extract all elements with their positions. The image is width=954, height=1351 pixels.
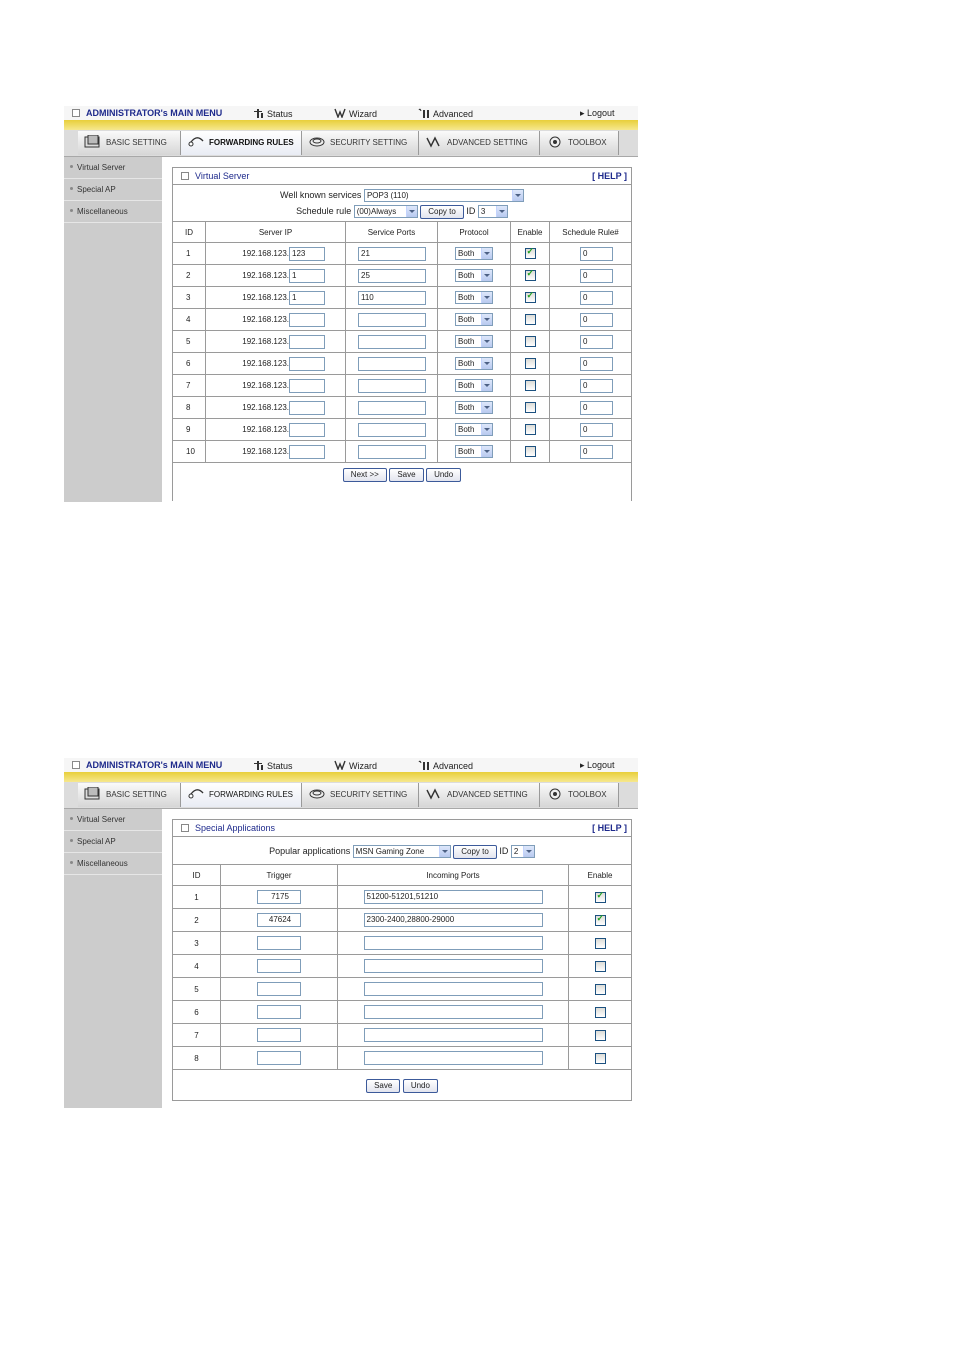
enable-checkbox[interactable] [595, 984, 606, 995]
copy-to-button[interactable]: Copy to [453, 845, 497, 859]
chevron-down-icon [439, 846, 450, 857]
copy-to-button[interactable]: Copy to [420, 205, 464, 219]
chevron-down-icon [496, 206, 507, 217]
enable-checkbox[interactable] [595, 915, 606, 926]
enable-checkbox[interactable] [595, 892, 606, 903]
service-ports-input[interactable] [358, 335, 426, 349]
service-ports-input[interactable]: 110 [358, 291, 426, 305]
server-ip-input[interactable] [289, 335, 325, 349]
sidebar [64, 157, 162, 502]
row-id: 5 [173, 978, 221, 1001]
server-ip-input[interactable]: 1 [289, 291, 325, 305]
advanced-link[interactable]: Advanced [418, 760, 473, 771]
col-protocol: Protocol [438, 222, 511, 243]
table-row [173, 375, 631, 397]
protocol-select[interactable]: Both [455, 401, 493, 414]
table-row [173, 1024, 631, 1047]
tab-advanced-setting[interactable]: ADVANCED SETTING [419, 131, 540, 155]
schedule-rule-input[interactable]: 0 [580, 247, 613, 261]
tab-toolbox[interactable]: TOOLBOX [540, 131, 619, 155]
sidebar-item-miscellaneous[interactable]: Miscellaneous [64, 201, 162, 223]
row-id: 6 [173, 353, 206, 375]
server-ip-input[interactable] [289, 445, 325, 459]
sidebar [64, 809, 162, 1108]
main-tabs [64, 782, 638, 809]
special-applications-panel [172, 819, 632, 1101]
enable-checkbox[interactable] [595, 1053, 606, 1064]
special-applications-controls: Popular applications MSN Gaming Zone Copy to ID 2 [173, 837, 631, 865]
panel-header: Virtual Server [ HELP ] [173, 168, 631, 185]
schedule-rule-input[interactable]: 0 [580, 401, 613, 415]
service-ports-input[interactable] [358, 423, 426, 437]
advanced-setting-icon [425, 135, 443, 148]
row-id: 5 [173, 331, 206, 353]
next-button[interactable]: Next >> [343, 468, 387, 482]
table-row [173, 441, 631, 463]
incoming-ports-input[interactable] [364, 959, 543, 973]
sidebar-item-virtual-server[interactable]: Virtual Server [64, 809, 162, 831]
chevron-down-icon [406, 206, 417, 217]
advanced-setting-icon [425, 787, 443, 800]
protocol-select[interactable]: Both [455, 379, 493, 392]
row-id: 9 [173, 419, 206, 441]
ip-prefix: 192.168.123. [242, 292, 289, 302]
square-bullet-icon [72, 761, 80, 769]
trigger-input[interactable] [257, 982, 301, 996]
wizard-icon [334, 760, 346, 770]
schedule-rule-input[interactable]: 0 [580, 269, 613, 283]
logout-link[interactable]: ▸ Logout [580, 760, 615, 770]
wizard-link[interactable]: Wizard [334, 760, 377, 771]
table-row [173, 1001, 631, 1024]
main-tabs [64, 130, 638, 157]
table-row [173, 309, 631, 331]
ip-prefix: 192.168.123. [242, 270, 289, 280]
save-button[interactable]: Save [389, 468, 423, 482]
server-ip-input[interactable] [289, 357, 325, 371]
advanced-icon [418, 108, 430, 118]
advanced-icon [418, 760, 430, 770]
chevron-down-icon [481, 336, 492, 347]
trigger-input[interactable] [257, 1028, 301, 1042]
protocol-select[interactable]: Both [455, 335, 493, 348]
enable-checkbox[interactable] [525, 292, 536, 303]
row-id: 7 [173, 375, 206, 397]
server-ip-input[interactable] [289, 313, 325, 327]
enable-checkbox[interactable] [595, 961, 606, 972]
protocol-select[interactable]: Both [455, 423, 493, 436]
server-ip-input[interactable]: 1 [289, 269, 325, 283]
chevron-down-icon [481, 270, 492, 281]
schedule-rule-input[interactable]: 0 [580, 423, 613, 437]
enable-checkbox[interactable] [525, 248, 536, 259]
sidebar-item-special-ap[interactable]: Special AP [64, 831, 162, 853]
server-ip-input[interactable] [289, 379, 325, 393]
chevron-down-icon [481, 380, 492, 391]
service-ports-input[interactable] [358, 357, 426, 371]
help-link[interactable]: [ HELP ] [592, 823, 627, 833]
row-id: 3 [173, 932, 221, 955]
col-schedule-rule: Schedule Rule# [550, 222, 632, 243]
ip-prefix: 192.168.123. [242, 424, 289, 434]
table-row [173, 932, 631, 955]
row-id: 10 [173, 441, 206, 463]
tab-forwarding-rules[interactable]: FORWARDING RULES [181, 131, 302, 155]
top-menu-bar [64, 758, 638, 772]
virtual-server-panel [172, 167, 632, 501]
tab-basic-setting[interactable]: BASIC SETTING [78, 783, 181, 807]
table-row [173, 397, 631, 419]
table-row [173, 909, 631, 932]
schedule-rule-input[interactable]: 0 [580, 313, 613, 327]
enable-checkbox[interactable] [595, 1007, 606, 1018]
ip-prefix: 192.168.123. [242, 314, 289, 324]
square-bullet-icon [72, 109, 80, 117]
chevron-down-icon [481, 446, 492, 457]
row-id: 8 [173, 397, 206, 419]
security-icon [308, 787, 326, 800]
virtual-server-screen [64, 106, 638, 502]
incoming-ports-input[interactable] [364, 936, 543, 950]
service-ports-input[interactable]: 25 [358, 269, 426, 283]
row-id: 8 [173, 1047, 221, 1070]
enable-checkbox[interactable] [525, 424, 536, 435]
schedule-rule-input[interactable]: 0 [580, 357, 613, 371]
sidebar-item-miscellaneous[interactable]: Miscellaneous [64, 853, 162, 875]
status-icon [252, 108, 264, 118]
trigger-input[interactable] [257, 936, 301, 950]
toolbox-icon [546, 787, 564, 800]
save-button[interactable]: Save [366, 1079, 400, 1093]
logout-link[interactable]: ▸ Logout [580, 108, 615, 118]
chevron-down-icon [481, 402, 492, 413]
tab-security-setting[interactable]: SECURITY SETTING [302, 783, 419, 807]
chevron-down-icon [481, 424, 492, 435]
popular-applications-select[interactable]: MSN Gaming Zone [353, 845, 451, 858]
special-applications-table [173, 865, 631, 1070]
square-bullet-icon [181, 824, 189, 832]
row-id: 1 [173, 243, 206, 265]
trigger-input[interactable]: 47624 [257, 913, 301, 927]
row-id: 1 [173, 886, 221, 909]
undo-button[interactable]: Undo [426, 468, 461, 482]
security-icon [308, 135, 326, 148]
col-enable: Enable [569, 865, 632, 886]
service-ports-input[interactable] [358, 445, 426, 459]
triangle-right-icon: ▸ [580, 760, 588, 770]
panel-header: Special Applications [ HELP ] [173, 820, 631, 837]
service-ports-input[interactable] [358, 313, 426, 327]
virtual-server-table [173, 222, 631, 463]
virtual-server-buttons [173, 463, 631, 485]
schedule-rule-input[interactable]: 0 [580, 335, 613, 349]
table-row [173, 886, 631, 909]
chevron-down-icon [481, 248, 492, 259]
col-incoming-ports: Incoming Ports [338, 865, 569, 886]
col-id: ID [173, 222, 206, 243]
table-row [173, 265, 631, 287]
undo-button[interactable]: Undo [403, 1079, 438, 1093]
protocol-select[interactable]: Both [455, 313, 493, 326]
service-ports-input[interactable] [358, 401, 426, 415]
protocol-select[interactable]: Both [455, 357, 493, 370]
admin-main-menu-link[interactable]: ADMINISTRATOR's MAIN MENU [72, 108, 222, 118]
protocol-select[interactable]: Both [455, 247, 493, 260]
id-select[interactable]: 2 [511, 845, 535, 858]
forwarding-icon [187, 135, 205, 148]
virtual-server-controls: Well known services POP3 (110) Schedule rule (00)Always Copy to ID 3 [173, 185, 631, 222]
row-id: 2 [173, 265, 206, 287]
trigger-input[interactable]: 7175 [257, 890, 301, 904]
chevron-down-icon [523, 846, 534, 857]
row-id: 3 [173, 287, 206, 309]
row-id: 4 [173, 309, 206, 331]
enable-checkbox[interactable] [595, 938, 606, 949]
protocol-select[interactable]: Both [455, 269, 493, 282]
enable-checkbox[interactable] [525, 270, 536, 281]
col-enable: Enable [511, 222, 550, 243]
wizard-icon [334, 108, 346, 118]
enable-checkbox[interactable] [595, 1030, 606, 1041]
table-row [173, 243, 631, 265]
col-trigger: Trigger [221, 865, 338, 886]
tab-security-setting[interactable]: SECURITY SETTING [302, 131, 419, 155]
schedule-rule-select[interactable]: (00)Always [354, 205, 418, 218]
tab-forwarding-rules[interactable]: FORWARDING RULES [181, 783, 302, 807]
chevron-down-icon [481, 314, 492, 325]
toolbox-icon [546, 135, 564, 148]
row-id: 4 [173, 955, 221, 978]
sidebar-item-special-ap[interactable]: Special AP [64, 179, 162, 201]
trigger-input[interactable] [257, 959, 301, 973]
advanced-link[interactable]: Advanced [418, 108, 473, 119]
enable-checkbox[interactable] [525, 336, 536, 347]
table-row [173, 419, 631, 441]
square-bullet-icon [181, 172, 189, 180]
chevron-down-icon [481, 292, 492, 303]
incoming-ports-input[interactable] [364, 1005, 543, 1019]
chevron-down-icon [512, 190, 523, 201]
table-row [173, 331, 631, 353]
ip-prefix: 192.168.123. [242, 402, 289, 412]
incoming-ports-input[interactable]: 2300-2400,28800-29000 [364, 913, 543, 927]
server-ip-input[interactable] [289, 423, 325, 437]
service-ports-input[interactable]: 21 [358, 247, 426, 261]
incoming-ports-input[interactable] [364, 982, 543, 996]
status-link[interactable]: Status [252, 760, 293, 771]
ip-prefix: 192.168.123. [242, 380, 289, 390]
folder-icon [84, 135, 102, 148]
protocol-select[interactable]: Both [455, 445, 493, 458]
table-row [173, 353, 631, 375]
trigger-input[interactable] [257, 1005, 301, 1019]
table-row [173, 287, 631, 309]
row-id: 6 [173, 1001, 221, 1024]
header-band [64, 772, 638, 782]
folder-icon [84, 787, 102, 800]
row-id: 2 [173, 909, 221, 932]
chevron-down-icon [481, 358, 492, 369]
ip-prefix: 192.168.123. [242, 446, 289, 456]
col-service-ports: Service Ports [346, 222, 438, 243]
schedule-rule-input[interactable]: 0 [580, 291, 613, 305]
ip-prefix: 192.168.123. [242, 336, 289, 346]
col-server-ip: Server IP [206, 222, 346, 243]
incoming-ports-input[interactable] [364, 1051, 543, 1065]
forwarding-icon [187, 787, 205, 800]
admin-main-menu-link[interactable]: ADMINISTRATOR's MAIN MENU [72, 760, 222, 770]
status-link[interactable]: Status [252, 108, 293, 119]
enable-checkbox[interactable] [525, 402, 536, 413]
header-band [64, 120, 638, 130]
sidebar-item-virtual-server[interactable]: Virtual Server [64, 157, 162, 179]
special-applications-screen [64, 758, 638, 1108]
enable-checkbox[interactable] [525, 446, 536, 457]
ip-prefix: 192.168.123. [242, 248, 289, 258]
table-row [173, 978, 631, 1001]
triangle-right-icon: ▸ [580, 108, 588, 118]
server-ip-input[interactable]: 123 [289, 247, 325, 261]
trigger-input[interactable] [257, 1051, 301, 1065]
server-ip-input[interactable] [289, 401, 325, 415]
row-id: 7 [173, 1024, 221, 1047]
schedule-rule-input[interactable]: 0 [580, 379, 613, 393]
service-ports-input[interactable] [358, 379, 426, 393]
tab-basic-setting[interactable]: BASIC SETTING [78, 131, 181, 155]
incoming-ports-input[interactable] [364, 1028, 543, 1042]
id-select[interactable]: 3 [478, 205, 508, 218]
incoming-ports-input[interactable]: 51200-51201,51210 [364, 890, 543, 904]
protocol-select[interactable]: Both [455, 291, 493, 304]
enable-checkbox[interactable] [525, 380, 536, 391]
tab-advanced-setting[interactable]: ADVANCED SETTING [419, 783, 540, 807]
table-row [173, 1047, 631, 1070]
special-applications-buttons [173, 1070, 631, 1100]
wizard-link[interactable]: Wizard [334, 108, 377, 119]
ip-prefix: 192.168.123. [242, 358, 289, 368]
enable-checkbox[interactable] [525, 358, 536, 369]
schedule-rule-input[interactable]: 0 [580, 445, 613, 459]
tab-toolbox[interactable]: TOOLBOX [540, 783, 619, 807]
top-menu-bar [64, 106, 638, 120]
status-icon [252, 760, 264, 770]
col-id: ID [173, 865, 221, 886]
well-known-services-select[interactable]: POP3 (110) [364, 189, 524, 202]
help-link[interactable]: [ HELP ] [592, 171, 627, 181]
enable-checkbox[interactable] [525, 314, 536, 325]
table-row [173, 955, 631, 978]
